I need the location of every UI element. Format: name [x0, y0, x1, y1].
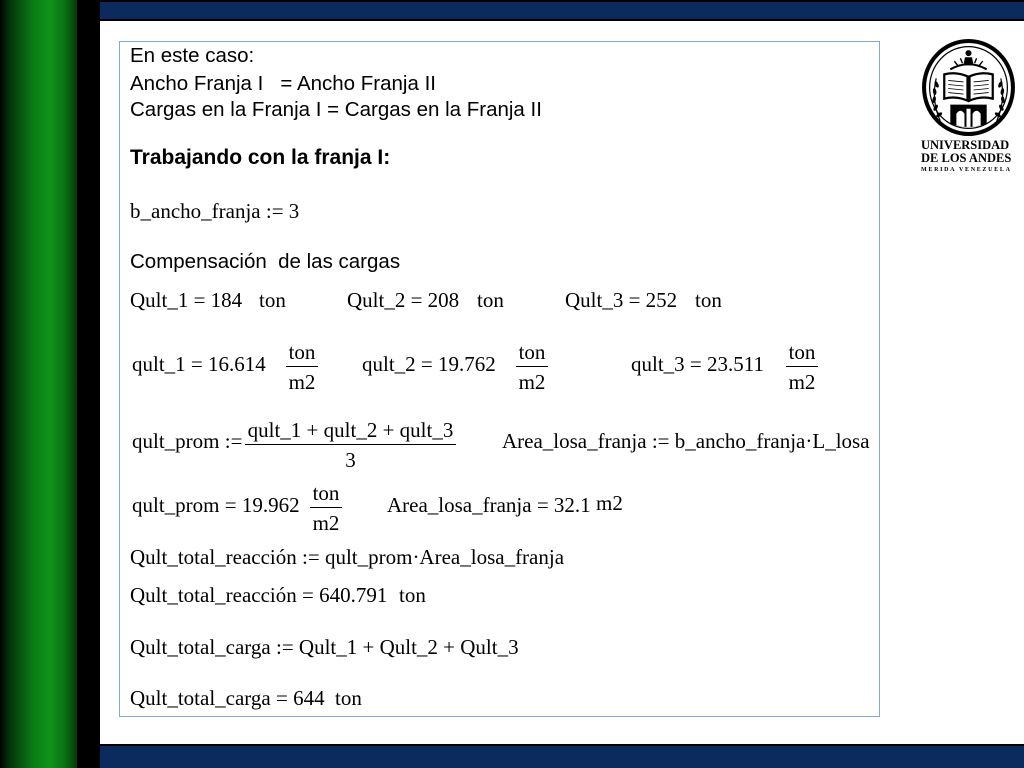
qult-3-value: Qult_3 = 252	[565, 288, 678, 312]
q-ult-1-unit-fraction	[286, 340, 318, 394]
area-losa-franja-unit: m2	[596, 491, 623, 515]
b-ancho-franja-definition: b_ancho_franja := 3	[130, 199, 300, 223]
qult-prom-result: qult_prom = 19.962	[132, 493, 300, 517]
unit-denominator: m2	[518, 370, 546, 394]
unit-numerator: ton	[518, 340, 546, 364]
section-title: Trabajando con la franja I:	[130, 146, 391, 169]
left-green-bar	[0, 0, 77, 768]
qult-1-value: Qult_1 = 184	[130, 288, 243, 312]
unit-denominator: m2	[312, 511, 340, 535]
intro-line-ancho: Ancho Franja I = Ancho Franja II	[130, 72, 436, 95]
qult-total-reaccion-unit: ton	[399, 583, 426, 607]
fraction-bar	[245, 444, 456, 445]
intro-line-cargas: Cargas en la Franja I = Cargas en la Franja II	[130, 98, 542, 121]
qult-2-unit: ton	[477, 288, 504, 312]
q-ult-3-value: qult_3 = 23.511	[631, 352, 764, 376]
university-name-line1: UNIVERSIDAD	[921, 138, 1010, 152]
fraction-bar	[286, 366, 318, 367]
qult-prom-unit-fraction	[310, 481, 342, 535]
unit-numerator: ton	[788, 340, 816, 364]
qult-total-reaccion-definition: Qult_total_reacción := qult_prom·Area_losa_franja	[130, 545, 565, 569]
left-black-strip	[77, 0, 100, 768]
qult-prom-numerator: qult_1 + qult_2 + qult_3	[247, 418, 454, 442]
fraction-bar	[786, 366, 818, 367]
unit-denominator: m2	[288, 370, 316, 394]
fraction-bar	[310, 507, 342, 508]
intro-heading: En este caso:	[130, 44, 255, 67]
university-name	[921, 139, 1017, 175]
top-banner	[100, 0, 1024, 21]
q-ult-2-unit-fraction	[516, 340, 548, 394]
qult-prom-definition-lhs: qult_prom :=	[132, 429, 243, 453]
university-location: MERIDA VENEZUELA	[921, 167, 1012, 173]
content-box	[119, 41, 880, 717]
university-logo	[920, 38, 1017, 137]
qult-total-carga-unit: ton	[335, 686, 362, 710]
q-ult-1-value: qult_1 = 16.614	[132, 352, 266, 376]
unit-numerator: ton	[288, 340, 316, 364]
area-losa-franja-result: Area_losa_franja = 32.1	[387, 493, 591, 517]
qult-total-reaccion-result: Qult_total_reacción = 640.791	[130, 583, 388, 607]
q-ult-3-unit-fraction	[786, 340, 818, 394]
qult-prom-denominator: 3	[345, 448, 356, 472]
qult-prom-fraction	[245, 418, 456, 472]
bottom-banner	[100, 744, 1024, 768]
qult-1-unit: ton	[259, 288, 286, 312]
area-losa-franja-definition: Area_losa_franja := b_ancho_franja·L_losa	[502, 429, 870, 453]
q-ult-2-value: qult_2 = 19.762	[362, 352, 496, 376]
compensacion-title: Compensación de las cargas	[130, 250, 401, 273]
unit-numerator: ton	[312, 481, 340, 505]
qult-2-value: Qult_2 = 208	[347, 288, 460, 312]
qult-3-unit: ton	[695, 288, 722, 312]
university-seal-icon	[920, 38, 1017, 137]
qult-total-carga-definition: Qult_total_carga := Qult_1 + Qult_2 + Qult_3	[130, 635, 519, 659]
qult-total-carga-result: Qult_total_carga = 644	[130, 686, 325, 710]
fraction-bar	[516, 366, 548, 367]
unit-denominator: m2	[788, 370, 816, 394]
university-name-line2: DE LOS ANDES	[921, 151, 1012, 165]
